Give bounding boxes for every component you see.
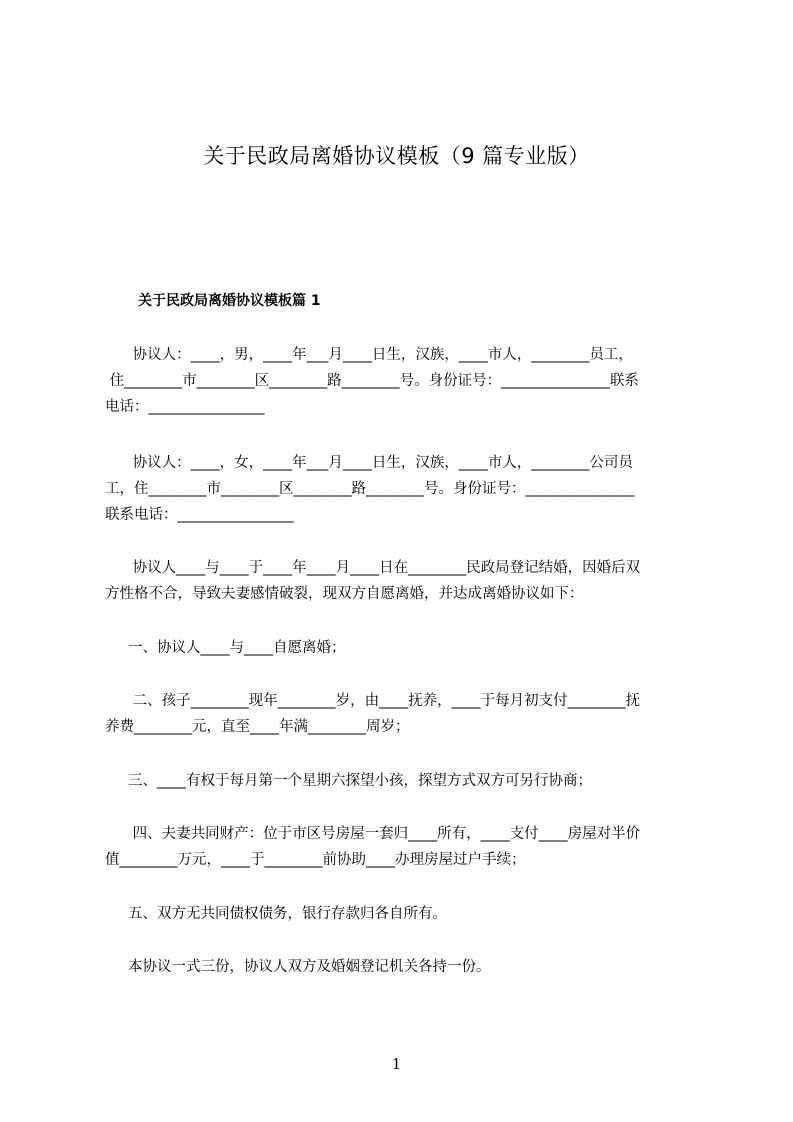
page-number: 1 [391,1055,402,1073]
clause-4 [105,821,702,873]
clause-2 [105,688,702,740]
paragraph-line: 协议人____与____于____年____月____日在________民政局登记结婚，因婚后双 [105,560,641,576]
paragraph-line: 联系电话：________________ [105,507,294,523]
clause-3 [105,768,702,794]
paragraph-line: 方性格不合，导致夫妻感情破裂，现双方自愿离婚，并达成离婚协议如下： [105,586,584,602]
document-title: 关于民政局离婚协议模板（9 篇专业版） [203,144,590,168]
paragraph-line: 住________市________区________路________号。身份证号：_______________联系 [105,373,639,389]
paragraph-line: 一、协议人____与____自愿离婚； [105,640,346,656]
paragraph-line: 值________万元，____于________前协助____办理房屋过户手续； [105,852,526,868]
paragraph-party-male [105,342,702,420]
paragraph-marriage-info [105,555,702,607]
clause-5 [105,901,702,927]
paragraph-line: 本协议一式三份，协议人双方及婚姻登记机关各持一份。 [105,959,491,975]
paragraph-line: 五、双方无共同债权债务，银行存款归各自所有。 [105,906,448,922]
paragraph-line: 工，住________市________区________路________号。身份证号：_______________ [105,481,635,497]
paragraph-line: 电话：________________ [105,399,265,415]
paragraph-line: 二、孩子________现年________岁，由____抚养，____于每月初支付________抚 [105,693,641,709]
clause-1 [105,635,702,661]
paragraph-line: 协议人：____，女，____年___月____日生，汉族，____市人，________公司员 [105,455,633,471]
closing-statement [105,954,702,980]
paragraph-line: 四、夫妻共同财产：位于市区号房屋一套归____所有，____支付____房屋对半价 [105,826,641,842]
paragraph-party-female [105,450,702,528]
paragraph-line: 养费________元，直至____年满________周岁； [105,719,410,735]
paragraph-line: 协议人：____，男，____年___月____日生，汉族，____市人，________员工， [105,347,633,363]
section-heading: 关于民政局离婚协议模板篇 1 [138,293,321,309]
paragraph-line: 三、____有权于每月第一个星期六探望小孩，探望方式双方可另行协商； [105,773,593,789]
